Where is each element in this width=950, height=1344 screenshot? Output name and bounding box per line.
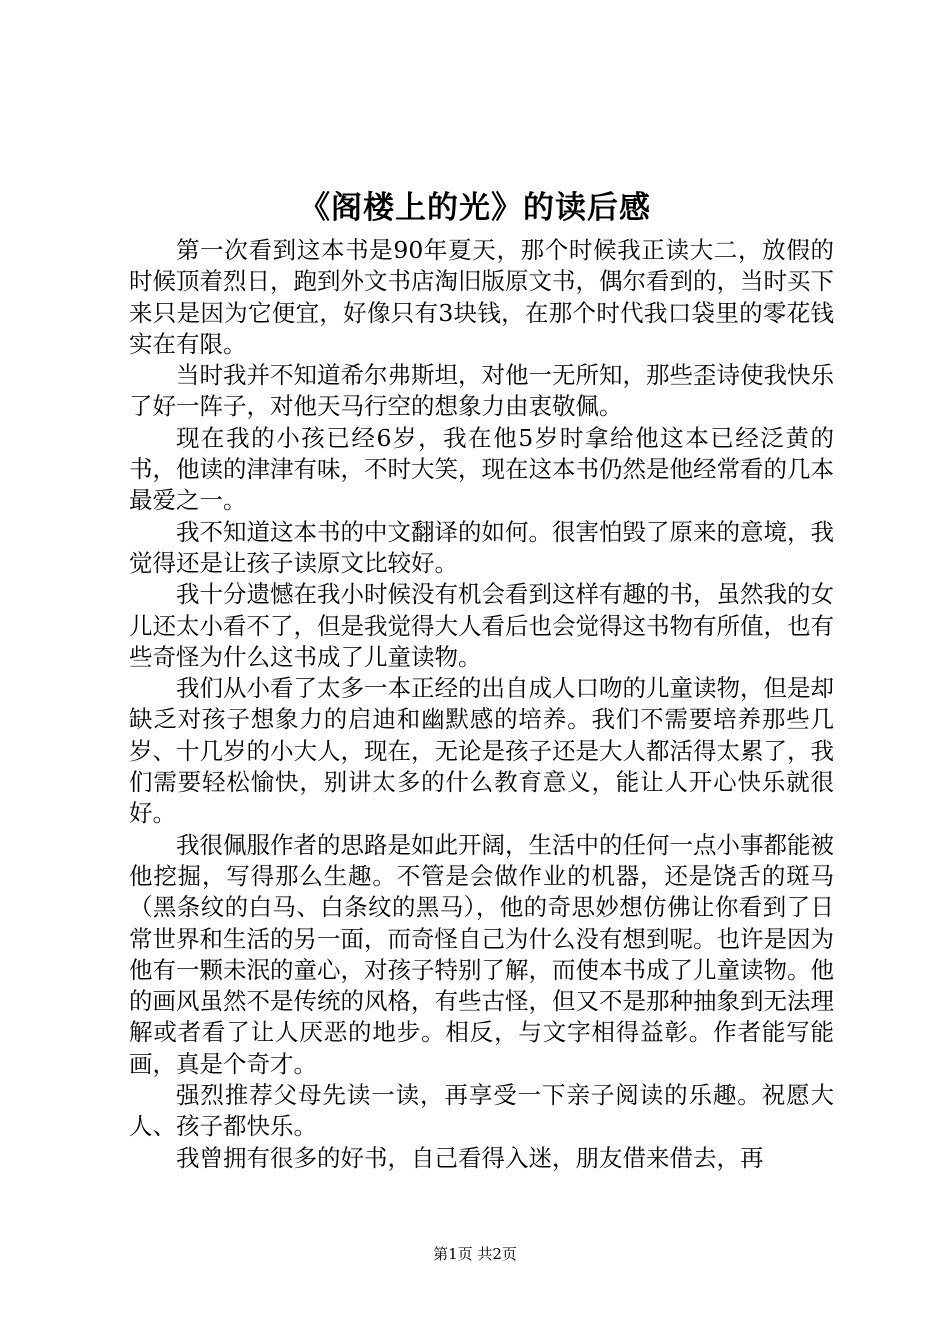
page-footer: 第1页 共2页 [433, 1245, 517, 1263]
paragraph: 强烈推荐父母先读一读，再享受一下亲子阅读的乐趣。祝愿大人、孩子都快乐。 [129, 1081, 834, 1141]
paragraph: 我很佩服作者的思路是如此开阔，生活中的任何一点小事都能被他挖掘，写得那么生趣。不管是会做作业的机器，还是饶舌的斑马（黑条纹的白马、白条纹的黑马），他的奇思妙想仿佛让你看到了日常世界和生活的另一面，而奇怪自己为什么没有想到呢。也许是因为他有一颗未泯的童心，对孩子特别了解，而使本书成了儿童读物。他的画风虽然不是传统的风格，有些古怪，但又不是那种抽象到无法理解或者看了让人厌恶的地步。相反，与文字相得益彰。作者能写能画，真是个奇才。 [129, 830, 834, 1078]
paragraph: 我十分遗憾在我小时候没有机会看到这样有趣的书，虽然我的女儿还太小看不了，但是我觉得大人看后也会觉得这书物有所值，也有些奇怪为什么这书成了儿童读物。 [129, 580, 834, 671]
paragraph: 我不知道这本书的中文翻译的如何。很害怕毁了原来的意境，我觉得还是让孩子读原文比较好。 [129, 517, 834, 577]
paragraph: 第一次看到这本书是90年夏天，那个时候我正读大二，放假的时候顶着烈日，跑到外文书店淘旧版原文书，偶尔看到的，当时买下来只是因为它便宜，好像只有3块钱，在那个时代我口袋里的零花钱实在有限。 [129, 236, 834, 358]
paragraph: 当时我并不知道希尔弗斯坦，对他一无所知，那些歪诗使我快乐了好一阵子，对他天马行空的想象力由衷敬佩。 [129, 361, 834, 421]
document-title: 《阁楼上的光》的读后感 [299, 190, 651, 226]
paragraph: 我们从小看了太多一本正经的出自成人口吻的儿童读物，但是却缺乏对孩子想象力的启迪和幽默感的培养。我们不需要培养那些几岁、十几岁的小大人，现在，无论是孩子还是大人都活得太累了，我们需要轻松愉快，别讲太多的什么教育意义，能让人开心快乐就很好。 [129, 674, 834, 828]
document-body [129, 235, 834, 1174]
paragraph: 我曾拥有很多的好书，自己看得入迷，朋友借来借去，再 [176, 1143, 764, 1172]
paragraph: 现在我的小孩已经6岁，我在他5岁时拿给他这本已经泛黄的书，他读的津津有味，不时大笑，现在这本书仍然是他经常看的几本最爱之一。 [129, 423, 834, 515]
